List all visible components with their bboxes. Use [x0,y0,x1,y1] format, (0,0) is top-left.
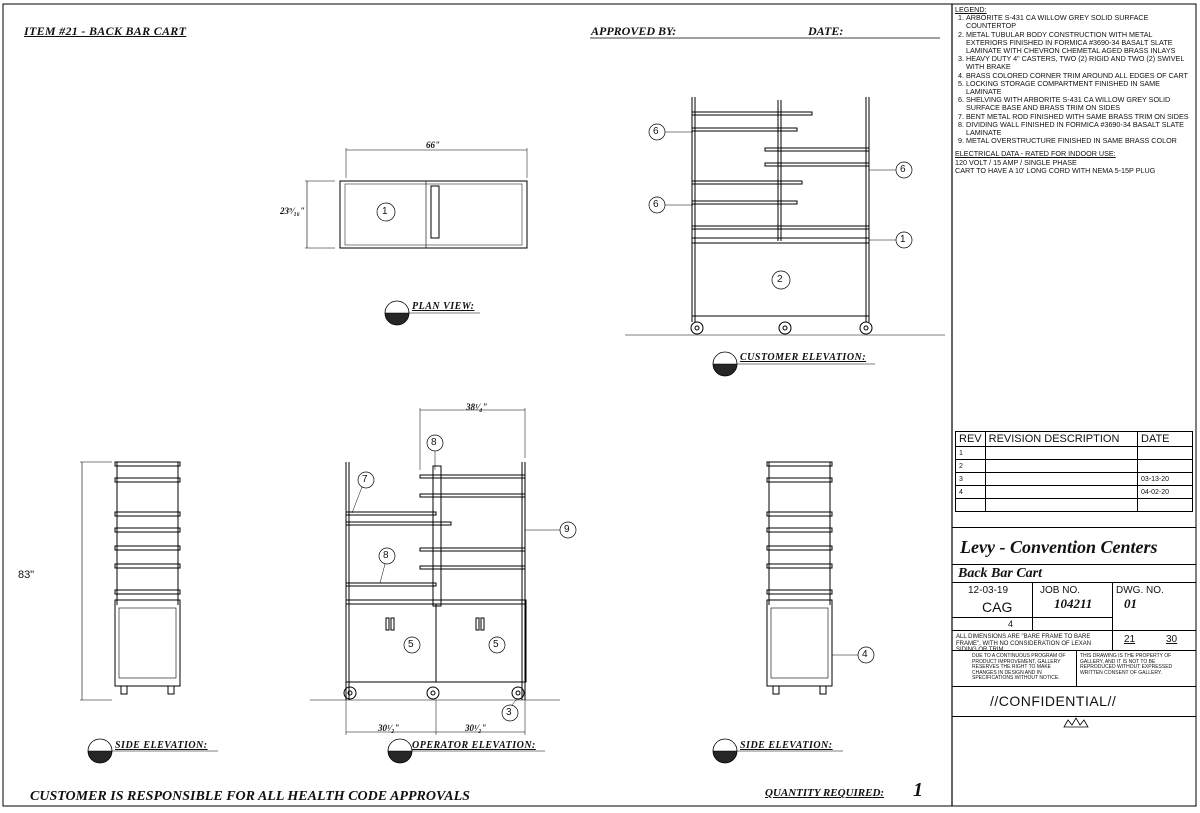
legend-item: 1. ARBORITE S-431 CA WILLOW GREY SOLID SURFACE COUNTERTOP [966,14,1193,30]
legend-item: 6. SHELVING WITH ARBORITE S-431 CA WILLOW GREY SOLID SURFACE BASE AND BRASS TRIM ON SIDES [966,96,1193,112]
job-no-label: JOB NO. [1040,585,1081,596]
legend-item: 3. HEAVY DUTY 4" CASTERS, TWO (2) RIGID AND TWO (2) SWIVEL WITH BRAKE [966,55,1193,71]
desc-cell [985,447,1137,460]
operator-elevation-label: OPERATOR ELEVATION: [412,740,536,751]
sheet-number: 21 [1124,634,1136,645]
table-row [956,460,1193,473]
callout-6-top: 6 [653,126,659,137]
project-name: Back Bar Cart [958,566,1043,581]
electrical-line: 120 VOLT / 15 AMP / SINGLE PHASE [955,157,1077,167]
electrical-line: CART TO HAVE A 10' LONG CORD WITH NEMA 5-15P PLUG [955,165,1156,175]
revision-table [955,431,1193,512]
plan-depth-dimension: 23⁹⁄₁₆" [280,206,305,216]
rev-col-header: REV [956,432,986,447]
dwg-no-value: 01 [1124,596,1137,611]
job-no-value: 104211 [1054,596,1093,611]
legend-item: 9. METAL OVERSTRUCTURE FINISHED IN SAME BRASS COLOR [966,137,1193,145]
callout-2: 2 [777,274,783,285]
customer-elevation-label: CUSTOMER ELEVATION: [740,352,867,363]
plan-view-label: PLAN VIEW: [412,301,475,312]
table-row [956,499,1193,512]
legend-item: 5. LOCKING STORAGE COMPARTMENT FINISHED IN SAME LAMINATE [966,80,1193,96]
side-elevation-left-drawing [80,462,180,700]
rev-cell: 1 [956,447,986,460]
legend-item: 8. DIVIDING WALL FINISHED IN FORMICA #3690-34 BASALT SLATE LAMINATE [966,121,1193,137]
revision-level-value: 4 [1008,619,1014,629]
dimension-note: ALL DIMENSIONS ARE "BARE FRAME TO BARE FRAME", WITH NO CONSIDERATION OF LEXAN SIDING OR TRIM. [956,634,1092,653]
legend [955,6,1193,175]
plan-view-drawing [305,148,527,248]
quantity-value: 1 [913,779,923,801]
item-title: ITEM #21 - BACK BAR CART [24,24,187,38]
customer-elevation-drawing [625,97,945,335]
legend-item: 2. METAL TUBULAR BODY CONSTRUCTION WITH METAL EXTERIORS FINISHED IN FORMICA #3690-34 BASALT SLATE LAMINATE WITH CHEVRON CHEMETAL AGED BRASS INLAYS [966,31,1193,56]
date-cell [1138,447,1193,460]
description-col-header: REVISION DESCRIPTION [985,432,1137,447]
table-row [956,486,1193,499]
confidential-stamp: //CONFIDENTIAL// [990,693,1117,709]
date-cell: 03-13-20 [1138,473,1193,486]
rev-cell: 4 [956,486,986,499]
dwg-no-label: DWG. NO. [1116,585,1164,596]
desc-cell [985,460,1137,473]
desc-cell [985,473,1137,486]
operator-left-dimension: 30¹⁄₂" [378,723,400,733]
customer-name: Levy - Convention Centers [960,537,1158,557]
callout-7: 7 [362,474,368,485]
property-note: THIS DRAWING IS THE PROPERTY OF GALLERY, AND IT IS NOT TO BE REPRODUCED WITHOUT EXPRESSED WRITTEN CONSENT OF GALLERY. [1080,653,1173,676]
legend-item: 4. BRASS COLORED CORNER TRIM AROUND ALL EDGES OF CART [966,72,1193,80]
desc-cell [985,486,1137,499]
callout-8-top: 8 [431,437,437,448]
operator-top-dimension: 38¹⁄₄" [466,402,488,412]
date-cell: 04-02-20 [1138,486,1193,499]
height-dimension: 83" [18,569,35,581]
date-col-header: DATE [1138,432,1193,447]
callout-5-left: 5 [408,639,414,650]
legend-list [955,14,1193,145]
rev-cell: 2 [956,460,986,473]
crown-icon [1064,718,1088,727]
callout-8-mid: 8 [383,550,389,561]
callout-9: 9 [564,524,570,535]
table-row [956,447,1193,460]
table-row [956,473,1193,486]
callout-6-mid: 6 [653,199,659,210]
quantity-label: QUANTITY REQUIRED: [765,787,885,799]
side-elevation-right-drawing [767,462,874,694]
operator-right-dimension: 30¹⁄₂" [465,723,487,733]
revision-header-row [956,432,1193,447]
health-code-note: CUSTOMER IS RESPONSIBLE FOR ALL HEALTH CODE APPROVALS [30,789,470,804]
callout-1-plan: 1 [382,206,388,217]
callout-3: 3 [506,707,512,718]
callout-1-customer: 1 [900,234,906,245]
sheet-total: 30 [1166,634,1178,645]
policy-note: DUE TO A CONTINUOUS PROGRAM OF PRODUCT IMPROVEMENT, GALLERY RESERVES THE RIGHT TO MAKE CHANGES IN DESIGN AND IN SPECIFICATIONS WITHOUT NOTICE. [972,653,1066,681]
callout-4: 4 [862,649,868,660]
approved-by-label: APPROVED BY: [591,24,677,38]
date-label: DATE: [808,24,844,38]
callout-5-right: 5 [493,639,499,650]
drawn-by-value: CAG [982,599,1013,615]
rev-cell: 3 [956,473,986,486]
electrical-title: ELECTRICAL DATA - RATED FOR INDOOR USE: [955,149,1116,159]
legend-item: 7. BENT METAL ROD FINISHED WITH SAME BRASS TRIM ON SIDES [966,113,1193,121]
plan-width-dimension: 66" [426,140,440,150]
side-elevation-left-label: SIDE ELEVATION: [115,740,208,751]
side-elevation-right-label: SIDE ELEVATION: [740,740,833,751]
operator-elevation-drawing [310,408,576,735]
date-cell [1138,460,1193,473]
callout-6-right: 6 [900,164,906,175]
date-value: 12-03-19 [968,585,1009,596]
legend-title: LEGEND: [955,5,987,14]
